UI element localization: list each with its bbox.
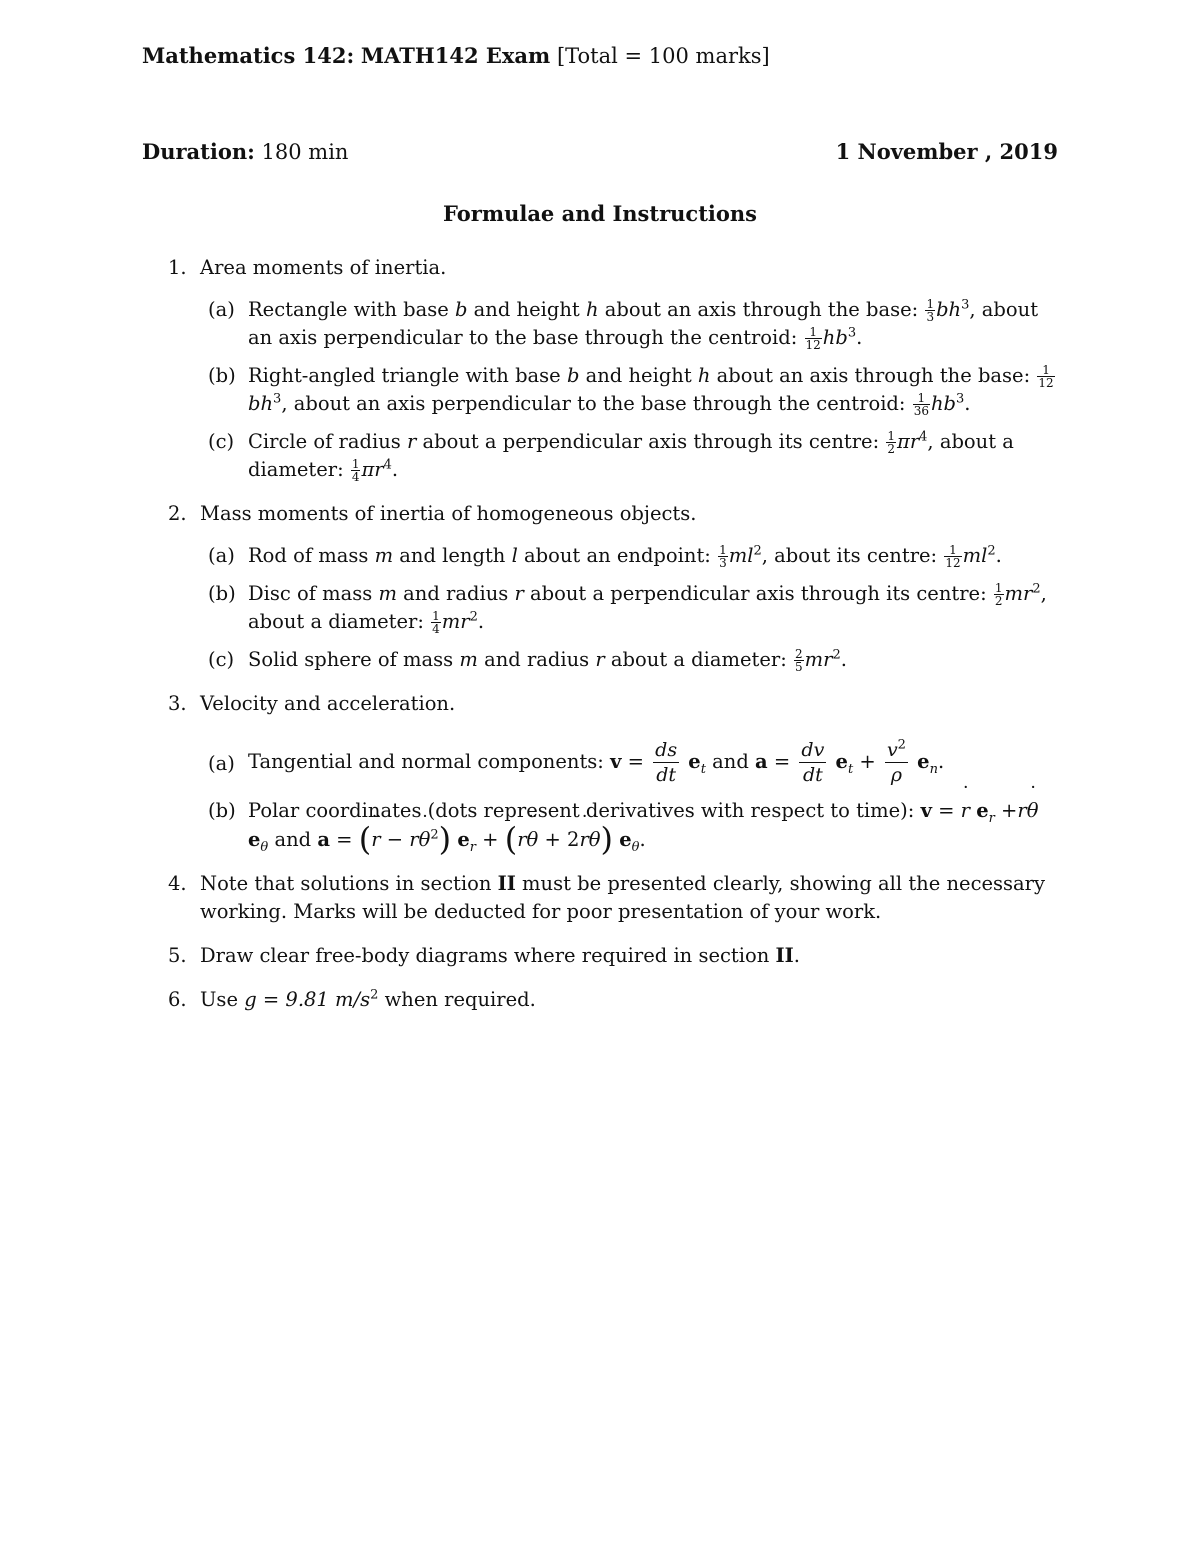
sub-list xyxy=(200,542,1060,674)
sub-item: (c) Circle of radius r about a perpendicular axis through its centre: $\frac{1}{2}$ $\pi r^4$, about a diameter: $\frac{1}{4}$ $\pi r^4$. xyxy=(208,429,1014,484)
instructions-list xyxy=(168,254,1060,1030)
total-marks: [Total = 100 marks] xyxy=(556,44,770,68)
list-item: 6. Use g = 9.81 $m/s^2$ when required. xyxy=(168,987,536,1011)
item-text: Area moments of inertia. xyxy=(200,256,447,279)
sub-item: (b) Disc of mass m and radius r about a perpendicular axis through its centre: $\frac{1}{2}$ $mr^2$, about a diameter: $\frac{1}{4}$ $mr^2$. xyxy=(208,581,1047,636)
duration-label: Duration: xyxy=(142,139,255,164)
sub-item: (a) Rectangle with base b and height h about an axis through the base: $\frac{1}{3}$ $bh^3$, about an axis perpendicular to the base through the centroid: $\frac{1}{12}$ $hb^3$. xyxy=(208,297,1039,352)
item-text: Velocity and acceleration. xyxy=(200,692,456,715)
exam-name: MATH142 Exam xyxy=(360,43,551,68)
sub-item: (c) Solid sphere of mass m and radius r about a diameter: $\frac{2}{5}$ $mr^2$. xyxy=(208,647,847,674)
list-item: 5. Draw clear free-body diagrams where required in section II. xyxy=(168,944,800,967)
section-ref: II xyxy=(775,944,794,967)
sub-list xyxy=(200,732,1060,858)
sub-item: (b) Right-angled triangle with base b and height h about an axis through the base: $\frac{1}{12}$ $bh^3$, about an axis perpendicular to the base through the centroid: $\frac{1}{36}$ $hb^3$. xyxy=(208,363,1054,418)
sub-item: (a) Tangential and normal components: v = $\frac{ds}{dt}$ $e_t$ and a = $\frac{dv}{dt}$ $e_t$ + $\frac{v^2}{\rho}$ $e_n$. xyxy=(208,737,945,786)
list-item: 2. Mass moments of inertia of homogeneous objects. (a) Rod of mass m and length l about an endpoint: $\frac{1}{3}$ $ml^2$, about its centre: $\frac{1}{12}$ $ml^2$. (b) Disc of mass m and radius r about a perpendicular axis through its centre: $\frac{1}{2}$ $mr^2$, about a diameter: $\frac{1}{4}$ $mr^2$. (c) Solid sphere of mass m and radius r about a diameter: $\frac{2}{5}$ $mr^2$. xyxy=(168,500,1060,674)
duration-value: 180 min xyxy=(261,140,349,164)
gravity-formula: g = 9.81 m/s xyxy=(244,988,371,1011)
sub-item: (a) Rod of mass m and length l about an endpoint: $\frac{1}{3}$ $ml^2$, about its centre: $\frac{1}{12}$ $ml^2$. xyxy=(208,543,1002,570)
sub-list xyxy=(200,296,1060,484)
item-text: Mass moments of inertia of homogeneous objects. xyxy=(200,502,697,525)
exam-title xyxy=(142,42,770,70)
course-name: Mathematics 142: xyxy=(142,43,355,68)
list-item: 1. Area moments of inertia. (a) Rectangle with base b and height h about an axis through the base: $\frac{1}{3}$ $bh^3$, about an axis perpendicular to the base through the centroid: $\frac{1}{12}$ $hb^3$. (b) Right-angled triangle with base b and height h about an axis through the base: $\frac{1}{12}$ $bh^3$, about an axis perpendicular to the base through the centroid: $\frac{1}{36}$ $hb^3$. (c) Circle of radius r about a perpendicular axis through its centre: $\frac{1}{2}$ $\pi r^4$, about a diameter: $\frac{1}{4}$ $\pi r^4$. xyxy=(168,254,1060,484)
exam-date: 1 November , 2019 xyxy=(835,139,1058,164)
list-item: 3. Velocity and acceleration. (a) Tangential and normal components: v = $\frac{ds}{dt}$ $e_t$ and a = $\frac{dv}{dt}$ $e_t$ + $\frac{v^2}{\rho}$ $e_n$. (b) Polar coordinates (dots represent derivatives with respect to time): v = r ˙ $e_r +r\theta$ ˙ $e_\theta$ and a = (r ¨ − rθ ˙$^2$) $e_r + (r\theta$ ¨ + 2r ˙θ ˙) $e_\theta$. xyxy=(168,690,1060,854)
list-item: 4. Note that solutions in section II must be presented clearly, showing all the necessary working. Marks will be deducted for poor presentation of your work. xyxy=(168,872,1046,923)
sub-item: (b) Polar coordinates (dots represent derivatives with respect to time): v = r ˙ $e_r +r\theta$ ˙ $e_\theta$ and a = (r ¨ − rθ ˙$^2$) $e_r + (r\theta$ ¨ + 2r ˙θ ˙) $e_\theta$. xyxy=(200,797,1060,854)
section-heading: Formulae and Instructions xyxy=(443,201,757,226)
section-ref: II xyxy=(497,872,516,895)
exam-duration xyxy=(142,138,348,166)
